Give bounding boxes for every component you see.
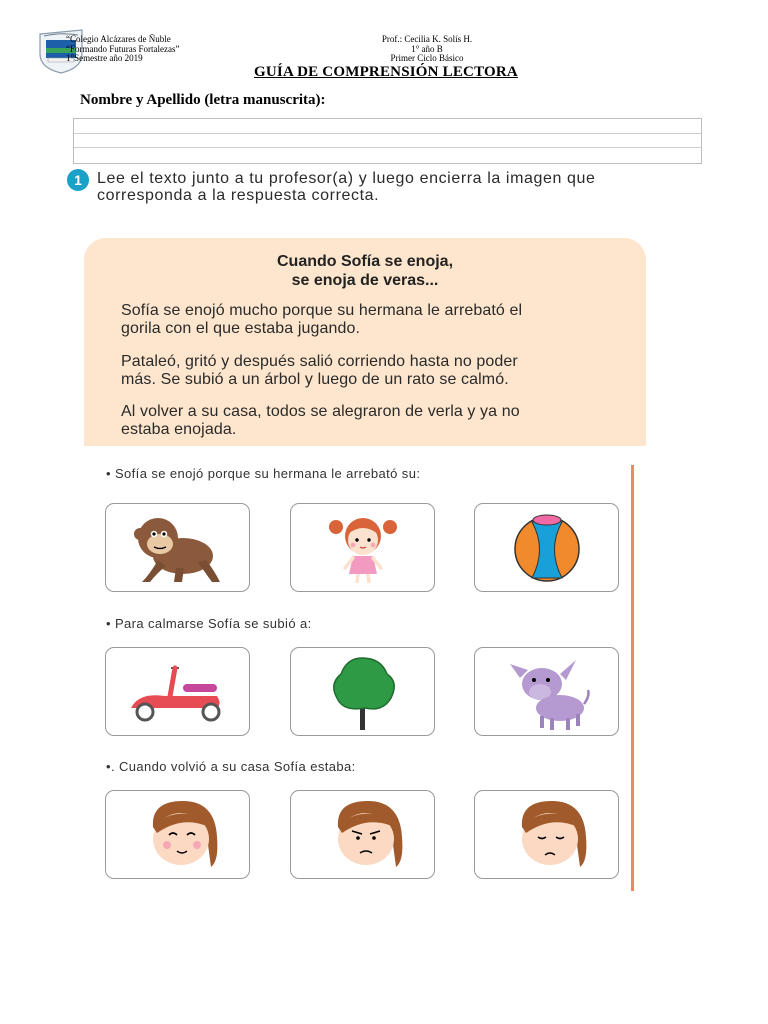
option-donkey[interactable]	[474, 647, 619, 736]
story-line: estaba enojada.	[121, 421, 237, 438]
donkey-icon	[502, 652, 592, 732]
question-3: •. Cuando volvió a su casa Sofía estaba:	[106, 759, 356, 774]
scooter-icon	[125, 662, 231, 722]
story-paragraph	[121, 353, 621, 389]
semester: 1°Semestre año 2019	[66, 53, 143, 63]
option-happy-face[interactable]	[105, 790, 250, 879]
angry-face-icon	[318, 797, 408, 873]
cycle: Primer Ciclo Básico	[390, 53, 464, 63]
activity-number-badge: 1	[67, 169, 89, 191]
option-gorilla[interactable]	[105, 503, 250, 592]
story-line: Sofía se enojó mucho porque su hermana le arrebató el	[121, 302, 523, 319]
ball-icon	[502, 510, 592, 586]
activity-instruction	[97, 170, 677, 204]
story-paragraph	[121, 302, 621, 338]
story-title	[84, 252, 646, 290]
question-2: • Para calmarse Sofía se subió a:	[106, 616, 312, 631]
option-ball[interactable]	[474, 503, 619, 592]
option-doll[interactable]	[290, 503, 435, 592]
story-paragraph	[121, 403, 621, 439]
gorilla-icon	[128, 512, 228, 584]
option-angry-face[interactable]	[290, 790, 435, 879]
story-title-line: se enoja de veras...	[291, 272, 439, 289]
story-line: más. Se subió a un árbol y luego de un rato se calmó.	[121, 371, 509, 388]
teacher-name: Prof.: Cecilia K. Solís H.	[381, 34, 473, 44]
story-line: Al volver a su casa, todos se alegraron de verla y ya no	[121, 403, 520, 420]
option-scooter[interactable]	[105, 647, 250, 736]
school-name: “Colegio Alcázares de Ñuble	[66, 34, 171, 44]
story-line: gorila con el que estaba jugando.	[121, 320, 361, 337]
school-info	[66, 35, 179, 64]
grade: 1° año B	[411, 43, 443, 54]
teacher-info	[367, 35, 487, 64]
story-line: Pataleó, gritó y después salió corriendo hasta no poder	[121, 353, 518, 370]
name-writing-field[interactable]	[73, 118, 702, 164]
story-title-line: Cuando Sofía se enoja,	[276, 253, 454, 270]
happy-face-icon	[133, 797, 223, 873]
page-title: GUÍA DE COMPRENSIÓN LECTORA	[254, 64, 518, 80]
sad-face-icon	[502, 797, 592, 873]
instruction-line: corresponda a la respuesta correcta.	[97, 187, 380, 204]
writing-line	[74, 133, 701, 134]
question-1: • Sofía se enojó porque su hermana le arrebató su:	[106, 466, 421, 481]
option-sad-face[interactable]	[474, 790, 619, 879]
option-tree[interactable]	[290, 647, 435, 736]
instruction-line: Lee el texto junto a tu profesor(a) y luego encierra la imagen que	[97, 170, 596, 187]
name-label: Nombre y Apellido (letra manuscrita):	[80, 92, 326, 108]
doll-icon	[323, 510, 403, 586]
margin-accent-line	[631, 465, 634, 891]
school-motto: “Formando Futuras Fortalezas”	[66, 43, 180, 54]
tree-icon	[323, 652, 403, 732]
writing-line	[74, 147, 701, 148]
